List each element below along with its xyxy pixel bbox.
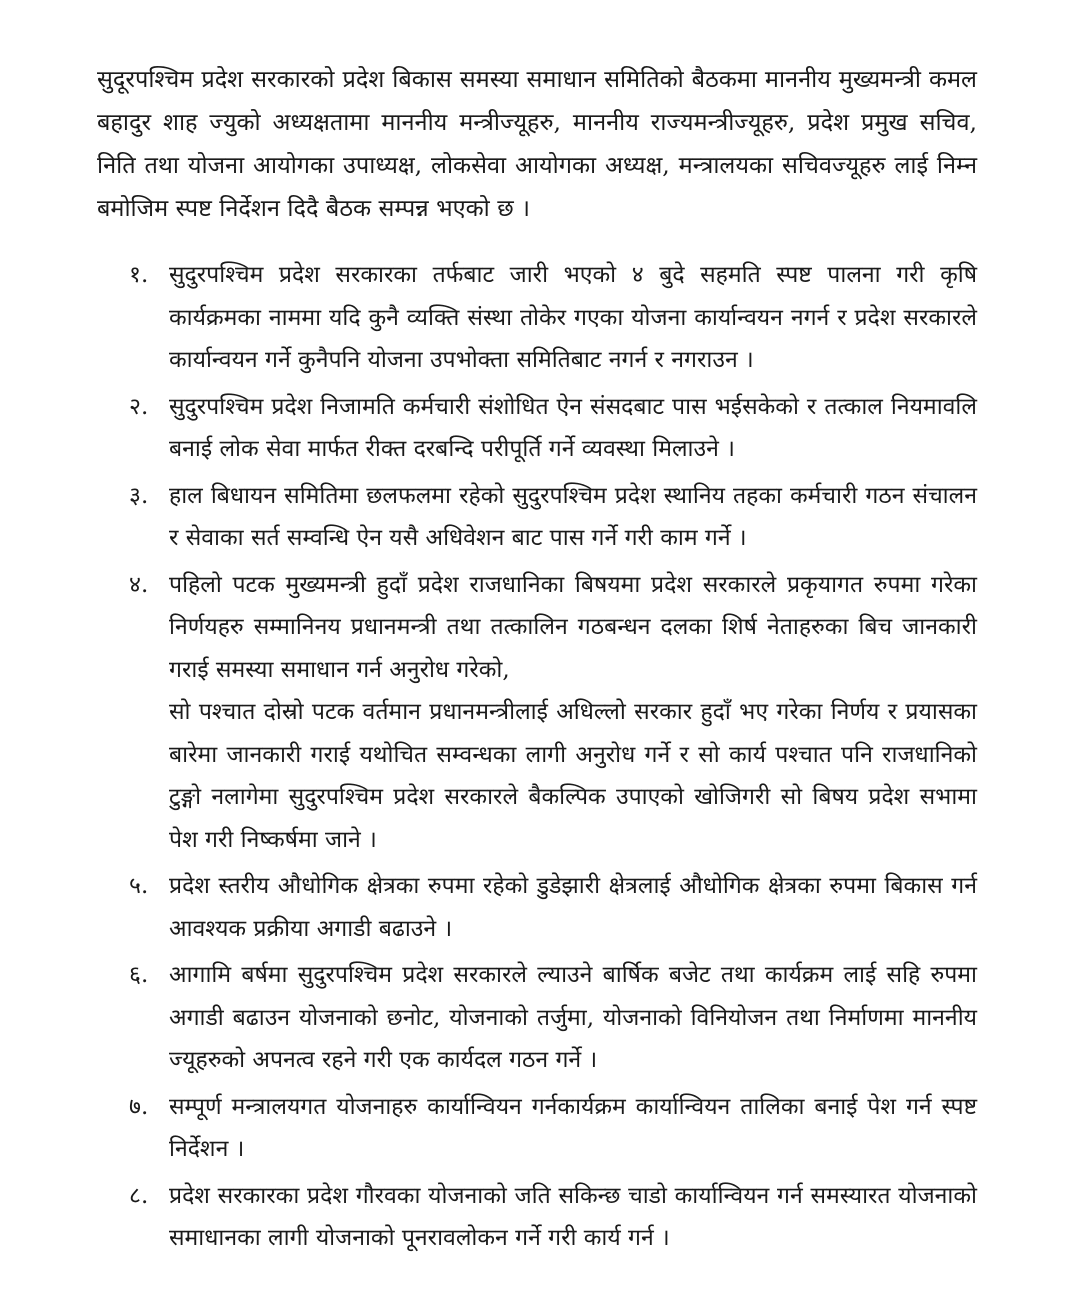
item-text: आगामि बर्षमा सुदुरपश्चिम प्रदेश सरकारले ल्याउने बार्षिक बजेट तथा कार्यक्रम लाई सहि रुपमा अगाडी बढाउन योजनाको छनोट, योजनाको तर्जुमा, योजनाको विनियोजन तथा निर्माणमा माननीय ज्यूहरुको अपनत्व रहने गरी एक कार्यदल गठन गर्ने । <box>169 962 977 1073</box>
directive-list <box>97 254 977 1260</box>
item-number: २. <box>129 393 149 420</box>
list-item <box>97 475 977 560</box>
list-item <box>97 954 977 1082</box>
item-number: ६. <box>129 962 149 988</box>
item-text: पहिलो पटक मुख्यमन्त्री हुदाँ प्रदेश राजधानिका बिषयमा प्रदेश सरकारले प्रकृयागत रुपमा गरेका निर्णयहरु सम्मानिनय प्रधानमन्त्री तथा तत्कालिन गठबन्धन दलका शिर्ष नेताहरुका बिच जानकारी गराई समस्या समाधान गर्न अनुरोध गरेको, <box>169 571 977 683</box>
item-number: १. <box>129 262 149 288</box>
list-item <box>97 564 977 862</box>
item-text: सुदुरपश्चिम प्रदेश निजामति कर्मचारी संशोधित ऐन संसदबाट पास भईसकेको र तत्काल नियमावलि बनाई लोक सेवा मार्फत रीक्त दरबन्दि परीपूर्ति गर्ने व्यवस्था मिलाउने । <box>169 393 977 462</box>
item-text-continued: सो पश्चात दोस्रो पटक वर्तमान प्रधानमन्त्रीलाई अधिल्लो सरकार हुदाँ भए गरेका निर्णय र प्रयासका बारेमा जानकारी गराई यथोचित सम्वन्धका लागी अनुरोध गर्ने र सो कार्य पश्चात पनि राजधानिको टुङ्गो नलागेमा सुदुरपश्चिम प्रदेश सरकारले बैकल्पिक उपाएको खोजिगरी सो बिषय प्रदेश सभामा पेश गरी निष्कर्षमा जाने । <box>169 699 977 853</box>
list-item <box>97 254 977 382</box>
item-number: ४. <box>129 571 149 598</box>
item-text: प्रदेश स्तरीय औधोगिक क्षेत्रका रुपमा रहेको डुडेझारी क्षेत्रलाई औधोगिक क्षेत्रका रुपमा बिकास गर्न आवश्यक प्रक्रीया अगाडी बढाउने । <box>169 873 977 942</box>
item-text: प्रदेश सरकारका प्रदेश गौरवका योजनाको जति सकिन्छ चाडो कार्यान्वियन गर्न समस्यारत योजनाको समाधानका लागी योजनाको पूनरावलोकन गर्ने गरी कार्य गर्न । <box>169 1182 977 1251</box>
item-number: ७. <box>129 1093 149 1120</box>
item-number: ८. <box>129 1182 149 1209</box>
list-item <box>97 386 977 471</box>
item-number: ३. <box>129 482 149 509</box>
intro-paragraph: सुदूरपश्चिम प्रदेश सरकारको प्रदेश बिकास समस्या समाधान समितिको बैठकमा माननीय मुख्यमन्त्री कमल बहादुर शाह ज्युको अध्यक्षतामा माननीय मन्त्रीज्यूहरु, माननीय राज्यमन्त्रीज्यूहरु, प्रदेश प्रमुख सचिव, निति तथा योजना आयोगका उपाध्यक्ष, लोकसेवा आयोगका अध्यक्ष, मन्त्रालयका सचिवज्यूहरु लाई निम्न बमोजिम स्पष्ट निर्देशन दिदै बैठक सम्पन्न भएको छ । <box>97 65 977 222</box>
item-text: सुदुरपश्चिम प्रदेश सरकारका तर्फबाट जारी भएको ४ बुदे सहमति स्पष्ट पालना गरी कृषि कार्यक्रमका नाममा यदि कुनै व्यक्ति संस्था तोकेर गएका योजना कार्यान्वयन नगर्न र प्रदेश सरकारले कार्यान्वयन गर्ने कुनैपनि योजना उपभोक्ता समितिबाट नगर्न र नगराउन । <box>169 262 977 373</box>
list-item <box>97 1086 977 1171</box>
list-item <box>97 1175 977 1260</box>
list-item <box>97 865 977 950</box>
item-text: हाल बिधायन समितिमा छलफलमा रहेको सुदुरपश्चिम प्रदेश स्थानिय तहका कर्मचारी गठन संचालन र सेवाका सर्त सम्वन्धि ऐन यसै अधिवेशन बाट पास गर्ने गरी काम गर्ने । <box>169 482 977 551</box>
item-text: सम्पूर्ण मन्त्रालयगत योजनाहरु कार्यान्वियन गर्नकार्यक्रम कार्यान्वियन तालिका बनाई पेश गर्न स्पष्ट निर्देशन । <box>169 1093 977 1162</box>
document-page <box>97 58 977 1264</box>
item-number: ५. <box>129 873 149 899</box>
